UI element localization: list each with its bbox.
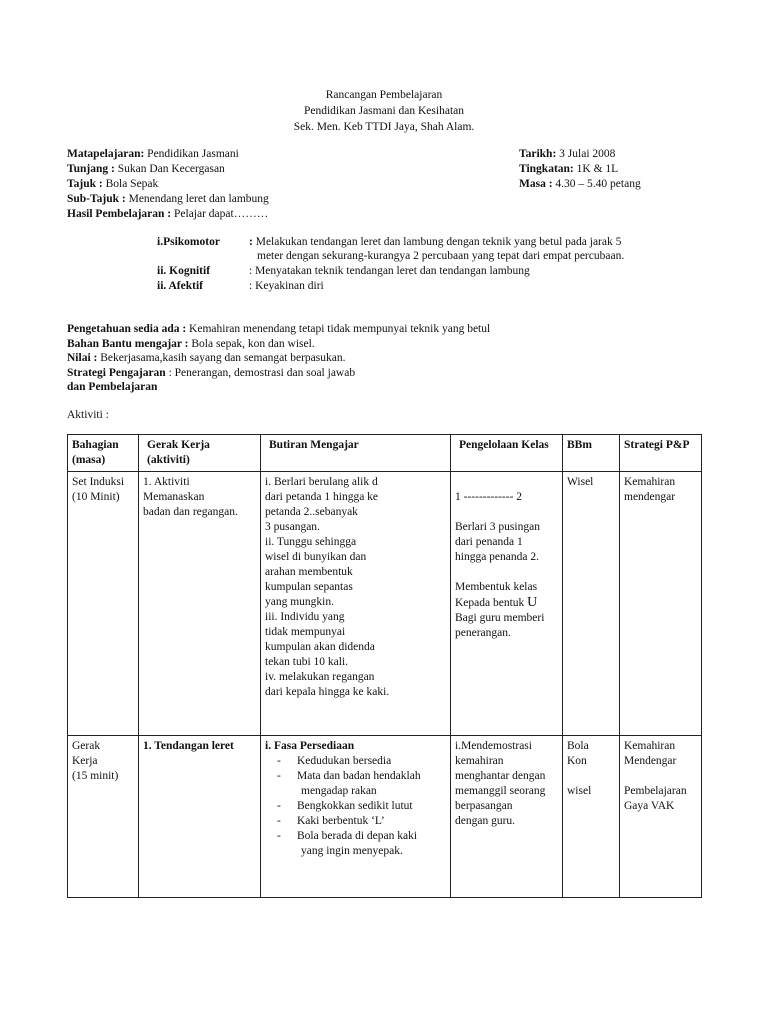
aktiviti-label: Aktiviti : — [67, 409, 109, 421]
table-row — [68, 472, 702, 736]
header-strategi: Strategi P&P — [620, 435, 702, 472]
prep-bahan: Bahan Bantu mengajar : Bola sepak, kon dan wisel. — [67, 338, 315, 350]
header-butiran: Butiran Mengajar — [261, 435, 451, 472]
prep-strategi: Strategi Pengajaran : Penerangan, demostrasi dan soal jawab — [67, 367, 356, 379]
list-item: - Mata dan badan hendaklah — [277, 769, 446, 784]
list-item: - Bola berada di depan kaki — [277, 829, 446, 844]
row1-butiran: i. Berlari berulang alik d dari petanda 1 hingga ke petanda 2..sebanyak 3 pusangan. ii. Tunggu sehingga wisel di bunyikan dan arahan membentuk kumpulan sepantas yang mungkin. iii. Individu yang tidak mempunyai kumpulan akan didenda tekan tubi 10 kali. iv. melakukan regangan dari kepala hingga ke kaki. — [261, 472, 451, 736]
objective-psikomotor-text2: meter dengan sekurang-kurangya 2 percubaan yang tepat dari empat percubaan. — [257, 250, 625, 262]
header-pengelolaan: Pengelolaan Kelas — [451, 435, 563, 472]
info-tarikh: Tarikh: 3 Julai 2008 — [519, 148, 616, 160]
row2-strategi: Kemahiran Mendengar Pembelajaran Gaya VAK — [620, 736, 702, 898]
info-tajuk: Tajuk : Bola Sepak — [67, 178, 159, 190]
info-tunjang: Tunjang : Sukan Dan Kecergasan — [67, 163, 225, 175]
row2-bbm: Bola Kon wisel — [563, 736, 620, 898]
objective-afektif-text: : Keyakinan diri — [249, 280, 324, 292]
header-bahagian: Bahagian (masa) — [68, 435, 139, 472]
row2-pengelolaan: i.Mendemostrasi kemahiran menghantar dengan memanggil seorang berpasangan dengan guru. — [451, 736, 563, 898]
row1-bahagian: Set Induksi (10 Minit) — [68, 472, 139, 736]
row1-gerak: 1. Aktiviti Memanaskan badan dan regangan. — [139, 472, 261, 736]
objective-afektif-label: ii. Afektif — [157, 280, 203, 292]
list-item: yang ingin menyepak. — [301, 845, 403, 857]
row2-butiran: i. Fasa Persediaan - Kedudukan bersedia - Mata dan badan hendaklah mengadap rakan - Bengkokkan sedikit lutut - Kaki berbentuk ‘L’ - Bola berada di depan kaki yang ingin menyepak. — [261, 736, 451, 898]
info-subtajuk: Sub-Tajuk : Menendang leret dan lambung — [67, 193, 269, 205]
doc-title-line2: Pendidikan Jasmani dan Kesihatan — [303, 105, 464, 117]
row1-bbm: Wisel — [563, 472, 620, 736]
prep-strategi-cont: dan Pembelajaran — [67, 381, 158, 393]
objective-psikomotor-text: : Melakukan tendangan leret dan lambung dengan teknik yang betul pada jarak 5 — [249, 236, 622, 248]
list-item: - Kaki berbentuk ‘L’ — [277, 814, 446, 829]
objective-psikomotor-label: i.Psikomotor — [157, 236, 220, 248]
fasa-persediaan-list — [265, 754, 446, 859]
list-item: mengadap rakan — [301, 785, 377, 797]
row1-strategi: Kemahiran mendengar — [620, 472, 702, 736]
list-item: - Bengkokkan sedikit lutut — [277, 799, 446, 814]
lesson-table — [67, 434, 702, 898]
prep-pengetahuan: Pengetahuan sedia ada : Kemahiran menendang tetapi tidak mempunyai teknik yang betul — [67, 323, 491, 335]
doc-title-line1: Rancangan Pembelajaran — [325, 89, 443, 101]
info-subject: Matapelajaran: Pendidikan Jasmani — [67, 148, 239, 160]
info-masa: Masa : 4.30 – 5.40 petang — [519, 178, 641, 190]
table-header-row — [68, 435, 702, 472]
info-tingkatan: Tingkatan: 1K & 1L — [519, 163, 619, 175]
header-bbm: BBm — [563, 435, 620, 472]
table-row — [68, 736, 702, 898]
list-item: - Kedudukan bersedia — [277, 754, 446, 769]
row1-pengelolaan: 1 ------------- 2 Berlari 3 pusingan dari penanda 1 hingga penanda 2. Membentuk kelas Kepada bentuk U Bagi guru memberi penerangan. — [451, 472, 563, 736]
row2-gerak: 1. Tendangan leret — [139, 736, 261, 898]
prep-nilai: Nilai : Bekerjasama,kasih sayang dan semangat berpasukan. — [67, 352, 346, 364]
row2-bahagian: Gerak Kerja (15 minit) — [68, 736, 139, 898]
header-gerak-kerja: Gerak Kerja (aktiviti) — [139, 435, 261, 472]
info-hasil: Hasil Pembelajaran : Pelajar dapat……… — [67, 208, 269, 220]
doc-title-line3: Sek. Men. Keb TTDI Jaya, Shah Alam. — [293, 121, 475, 133]
objective-kognitif-text: : Menyatakan teknik tendangan leret dan tendangan lambung — [249, 265, 530, 277]
objective-kognitif-label: ii. Kognitif — [157, 265, 211, 277]
